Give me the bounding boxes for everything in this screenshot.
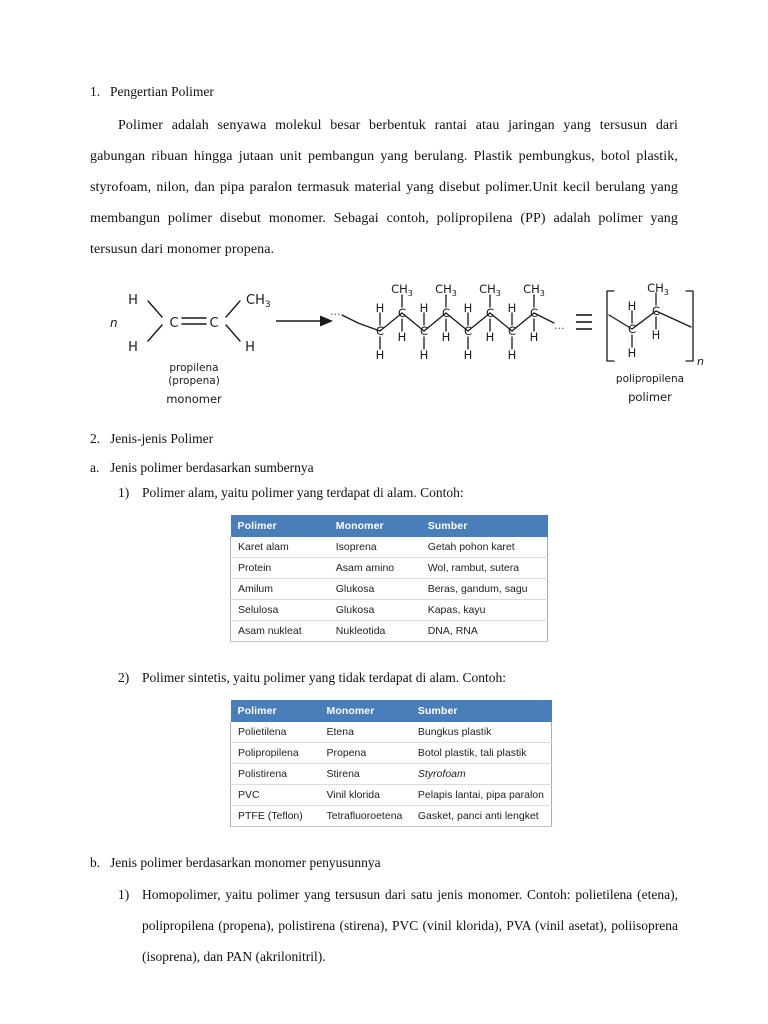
polymer-n-subscript: n: [697, 355, 704, 369]
chain-h-down-2: H: [419, 348, 429, 363]
cell-polimer: PTFE (Teflon): [231, 806, 320, 827]
table-header-row: [231, 515, 548, 537]
cell-sumber: Pelapis lantai, pipa paralon: [411, 785, 552, 806]
chain-h-sub-2: H: [441, 330, 451, 345]
list-item-a2-text: Polimer sintetis, yaitu polimer yang tidak terdapat di alam. Contoh:: [142, 670, 507, 685]
chain-h-down-4: H: [507, 348, 517, 363]
list-item-a-label: a.: [90, 459, 100, 475]
chain-ch3-4: $CH_3$: [523, 282, 545, 299]
list-item-a1-text: Polimer alam, yaitu polimer yang terdapat di alam. Contoh:: [142, 484, 464, 500]
document-content: [90, 82, 704, 972]
chain-ellipsis-left: ...: [330, 305, 341, 319]
chain-c-down-1: C: [375, 324, 385, 339]
section-1-number: 1.: [90, 84, 101, 99]
list-item-a: [90, 458, 678, 478]
section-2-number: 2.: [90, 431, 101, 447]
cell-polimer: Protein: [231, 558, 329, 579]
chain-h-down-3: H: [463, 348, 473, 363]
chain-c-up-2: C: [441, 306, 451, 321]
polymer-role-label: polimer: [628, 390, 672, 405]
table-row: [231, 785, 552, 806]
chain-h-up-3: H: [463, 301, 473, 316]
section-2-title: Jenis-jenis Polimer: [110, 431, 214, 447]
repeat-h-sub: H: [651, 328, 661, 343]
cell-sumber: Wol, rambut, sutera: [421, 558, 548, 579]
header-sumber: Sumber: [411, 700, 552, 722]
cell-sumber: Styrofoam: [411, 764, 552, 785]
cell-monomer: Glukosa: [329, 600, 421, 621]
table-natural-polymers: [230, 515, 548, 642]
chain-h-up-1: H: [375, 301, 385, 316]
table-row: [231, 600, 548, 621]
table-synthetic-polymers-wrapper: [230, 700, 678, 827]
polymerization-figure: [90, 279, 704, 419]
chain-c-down-3: C: [463, 324, 473, 339]
table-row: [231, 621, 548, 642]
chain-ch3-1: $CH_3$: [391, 282, 413, 299]
monomer-c-left: C: [169, 316, 179, 332]
header-sumber: Sumber: [421, 515, 548, 537]
chain-h-up-2: H: [419, 301, 429, 316]
repeat-c-down: C: [627, 322, 637, 337]
chain-h-up-4: H: [507, 301, 517, 316]
cell-monomer: Tetrafluoroetena: [319, 806, 410, 827]
cell-sumber: Beras, gandum, sagu: [421, 579, 548, 600]
section-heading-2: [90, 429, 678, 449]
monomer-name-label: propilena: [169, 362, 219, 375]
repeat-h-top: H: [627, 299, 637, 314]
monomer-altname-label: (propena): [168, 375, 220, 388]
repeat-h-bottom: H: [627, 346, 637, 361]
monomer-h-bottom-right: H: [245, 340, 255, 356]
chain-ch3-3: $CH_3$: [479, 282, 501, 299]
list-item-b1-text: Homopolimer, yaitu polimer yang tersusun dari satu jenis monomer. Contoh: polietilena (etena), polipropilena (propena), polistirena (stirena), PVC (vinil klorida), PVA (vinil asetat), poliisoprena (isoprena), dan PAN (akrilonitril).: [142, 886, 678, 964]
table-header-row: [231, 700, 552, 722]
monomer-n-coefficient: n: [110, 316, 118, 331]
cell-monomer: Asam amino: [329, 558, 421, 579]
chain-ellipsis-right: ...: [554, 319, 565, 333]
repeat-ch3: $CH_3$: [647, 281, 669, 298]
table-row: [231, 558, 548, 579]
header-monomer: Monomer: [329, 515, 421, 537]
table-row: [231, 537, 548, 558]
list-item-a2-label: 2): [118, 670, 130, 685]
chain-h-sub-4: H: [529, 330, 539, 345]
monomer-role-label: monomer: [166, 392, 222, 407]
table-row: [231, 806, 552, 827]
cell-monomer: Propena: [319, 743, 410, 764]
chain-c-up-1: C: [397, 306, 407, 321]
header-monomer: Monomer: [319, 700, 410, 722]
monomer-h-bottom-left: H: [128, 340, 138, 356]
chain-h-sub-1: H: [397, 330, 407, 345]
cell-polimer: Polietilena: [231, 722, 320, 743]
table-row: [231, 764, 552, 785]
cell-polimer: PVC: [231, 785, 320, 806]
list-item-b: [90, 853, 678, 873]
list-item-a2: [90, 668, 678, 688]
cell-monomer: Glukosa: [329, 579, 421, 600]
cell-monomer: Isoprena: [329, 537, 421, 558]
cell-polimer: Selulosa: [231, 600, 329, 621]
table-row: [231, 722, 552, 743]
cell-polimer: Polistirena: [231, 764, 320, 785]
header-polimer: Polimer: [231, 515, 329, 537]
cell-polimer: Asam nukleat: [231, 621, 329, 642]
polymer-name-label: polipropilena: [615, 373, 685, 386]
chain-h-sub-3: H: [485, 330, 495, 345]
cell-sumber: Getah pohon karet: [421, 537, 548, 558]
cell-sumber: Kapas, kayu: [421, 600, 548, 621]
cell-monomer: Vinil klorida: [319, 785, 410, 806]
chain-c-down-4: C: [507, 324, 517, 339]
cell-monomer: Etena: [319, 722, 410, 743]
cell-sumber: Bungkus plastik: [411, 722, 552, 743]
header-polimer: Polimer: [231, 700, 320, 722]
list-item-a1: [90, 483, 678, 503]
chain-c-up-3: C: [485, 306, 495, 321]
chain-c-down-2: C: [419, 324, 429, 339]
list-item-a1-label: 1): [118, 484, 130, 500]
chain-ch3-2: $CH_3$: [435, 282, 457, 299]
monomer-c-right: C: [209, 316, 219, 332]
section-heading-1: [90, 82, 678, 102]
propylene-polymerization-diagram: [90, 279, 704, 419]
cell-polimer: Polipropilena: [231, 743, 320, 764]
cell-monomer: Stirena: [319, 764, 410, 785]
chain-c-up-4: C: [529, 306, 539, 321]
list-item-b1: [90, 879, 678, 972]
list-item-b-text: Jenis polimer berdasarkan monomer penyusunnya: [110, 855, 381, 871]
monomer-ch3: $CH_3$: [246, 293, 271, 311]
list-item-b1-label: 1): [118, 886, 130, 902]
list-item-b-label: b.: [90, 855, 101, 871]
table-row: [231, 579, 548, 600]
table-row: [231, 743, 552, 764]
chain-h-down-1: H: [375, 348, 385, 363]
cell-sumber: Gasket, panci anti lengket: [411, 806, 552, 827]
cell-sumber: DNA, RNA: [421, 621, 548, 642]
cell-monomer: Nukleotida: [329, 621, 421, 642]
cell-sumber: Botol plastik, tali plastik: [411, 743, 552, 764]
table-synthetic-polymers: [230, 700, 552, 827]
monomer-h-top-left: H: [128, 293, 138, 309]
cell-polimer: Amilum: [231, 579, 329, 600]
table-natural-polymers-wrapper: [230, 515, 678, 642]
repeat-c-up: C: [651, 304, 661, 319]
list-item-a-text: Jenis polimer berdasarkan sumbernya: [110, 459, 314, 475]
cell-polimer: Karet alam: [231, 537, 329, 558]
section-1-title: Pengertian Polimer: [110, 84, 214, 99]
paragraph-pengertian-polimer: Polimer adalah senyawa molekul besar berbentuk rantai atau jaringan yang tersusun dari gabungan ribuan hingga jutaan unit pembangun yang berulang. Plastik pembungkus, botol plastik, styrofoam, nilon, dan pipa paralon termasuk material yang disebut polimer.Unit kecil berulang yang membangun polimer disebut monomer. Sebagai contoh, polipropilena (PP) adalah polimer yang tersusun dari monomer propena.: [90, 118, 678, 258]
